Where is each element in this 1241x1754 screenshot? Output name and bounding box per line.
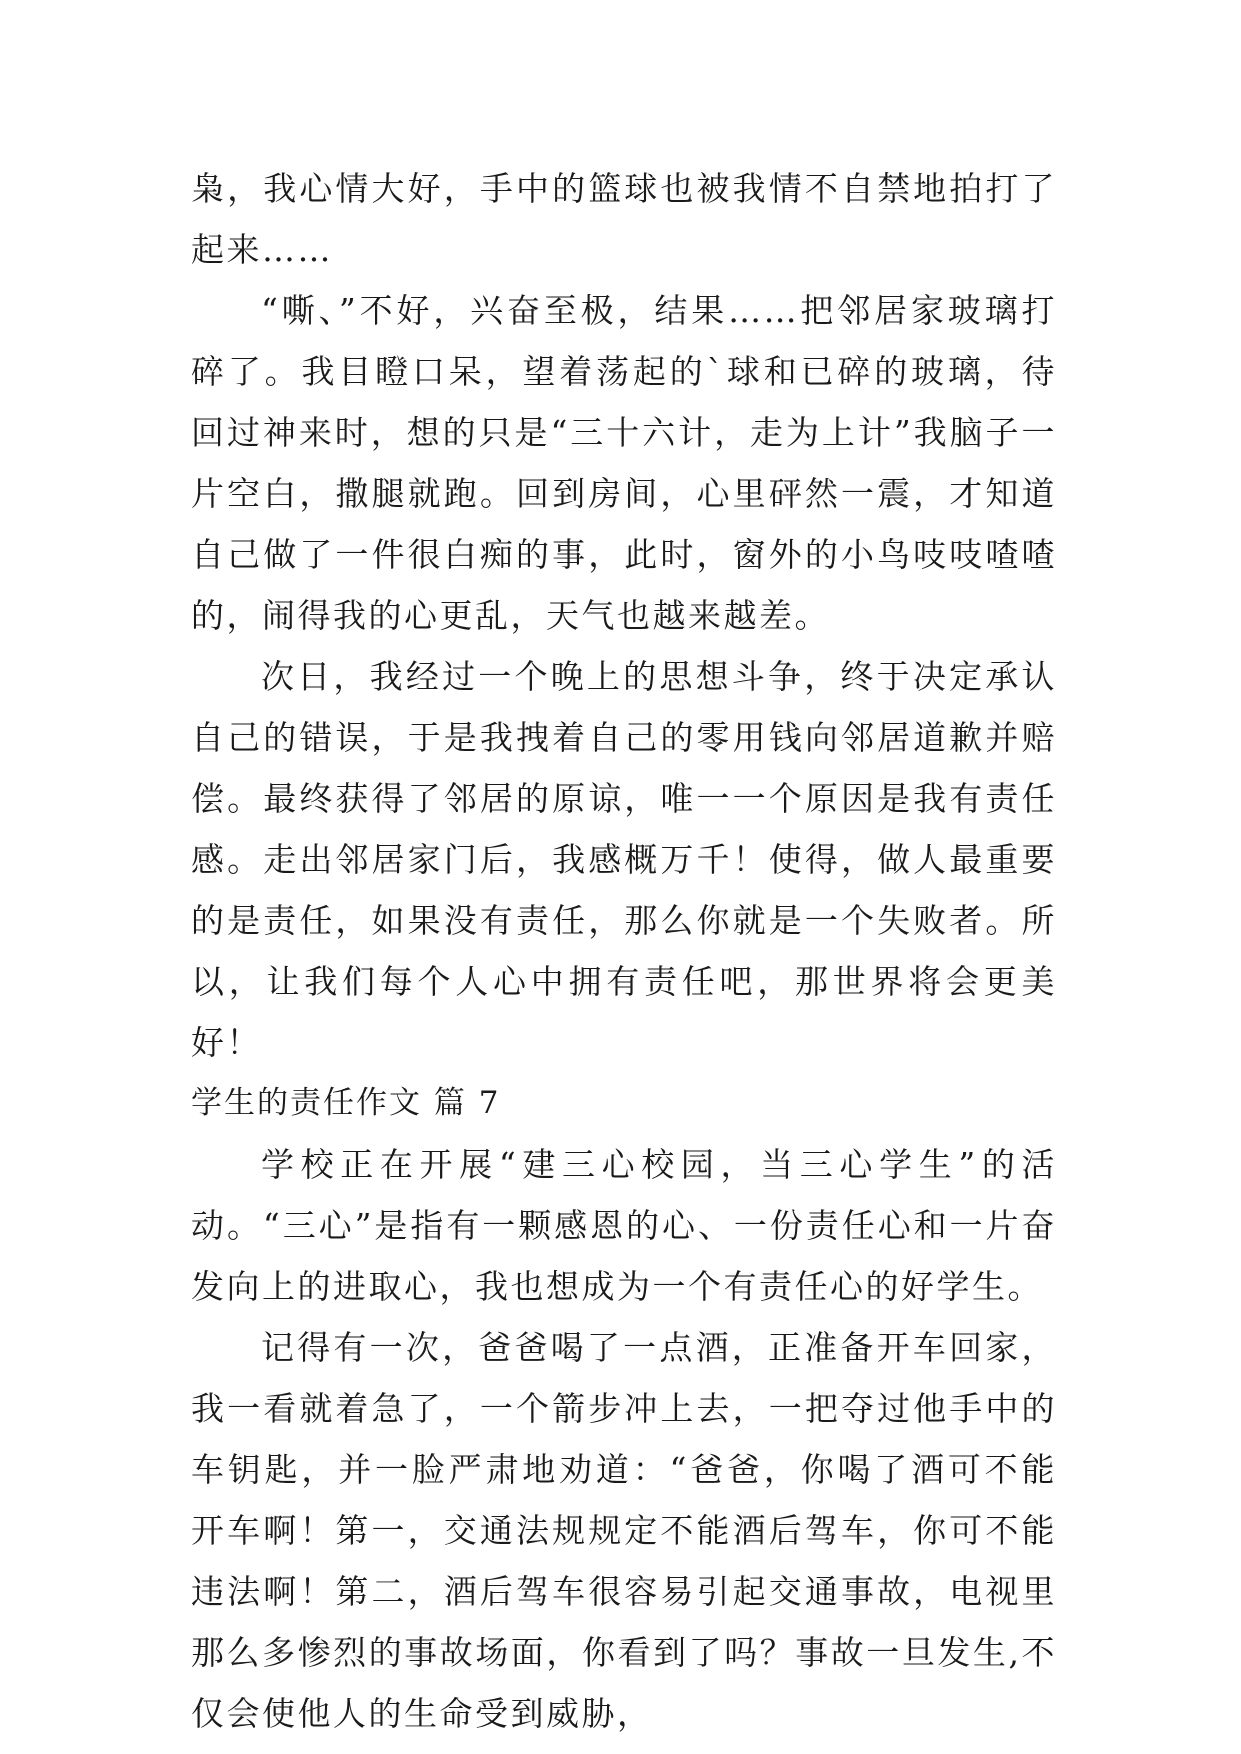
paragraph-dad: 记得有一次，爸爸喝了一点酒，正准备开车回家，我一看就着急了，一个箭步冲上去，一把夺过他手中的车钥匙，并一脸严肃地劝道：“爸爸，你喝了酒可不能开车啊！第一，交通法规规定不能酒后驾车，你可不能违法啊！第二，酒后驾车很容易引起交通事故，电视里那么多惨烈的事故场面，你看到了吗？事故一旦发生,不仅会使他人的生命受到威胁， [191, 1328, 1057, 1733]
paragraph-continuation: 枭，我心情大好，手中的篮球也被我情不自禁地拍打了起来…… [191, 169, 1057, 269]
paragraph-broke-glass: “嘶、”不好，兴奋至极，结果……把邻居家玻璃打碎了。我目瞪口呆，望着荡起的`球和已碎的玻璃，待回过神来时，想的只是“三十六计，走为上计”我脑子一片空白，撒腿就跑。回到房间，心里砰然一震，才知道自己做了一件很白痴的事，此时，窗外的小鸟吱吱喳喳的，闹得我的心更乱，天气也越来越差。 [191, 291, 1057, 635]
document-body [191, 158, 1057, 1744]
paragraph-next-day: 次日，我经过一个晚上的思想斗争，终于决定承认自己的错误，于是我拽着自己的零用钱向邻居道歉并赔偿。最终获得了邻居的原谅，唯一一个原因是我有责任感。走出邻居家门后，我感概万千！使得，做人最重要的是责任，如果没有责任，那么你就是一个失败者。所以，让我们每个人心中拥有责任吧，那世界将会更美好！ [191, 657, 1057, 1062]
paragraph-school: 学校正在开展“建三心校园，当三心学生”的活动。“三心”是指有一颗感恩的心、一份责任心和一片奋发向上的进取心，我也想成为一个有责任心的好学生。 [191, 1145, 1057, 1306]
section-title: 学生的责任作文 篇 7 [191, 1085, 501, 1121]
